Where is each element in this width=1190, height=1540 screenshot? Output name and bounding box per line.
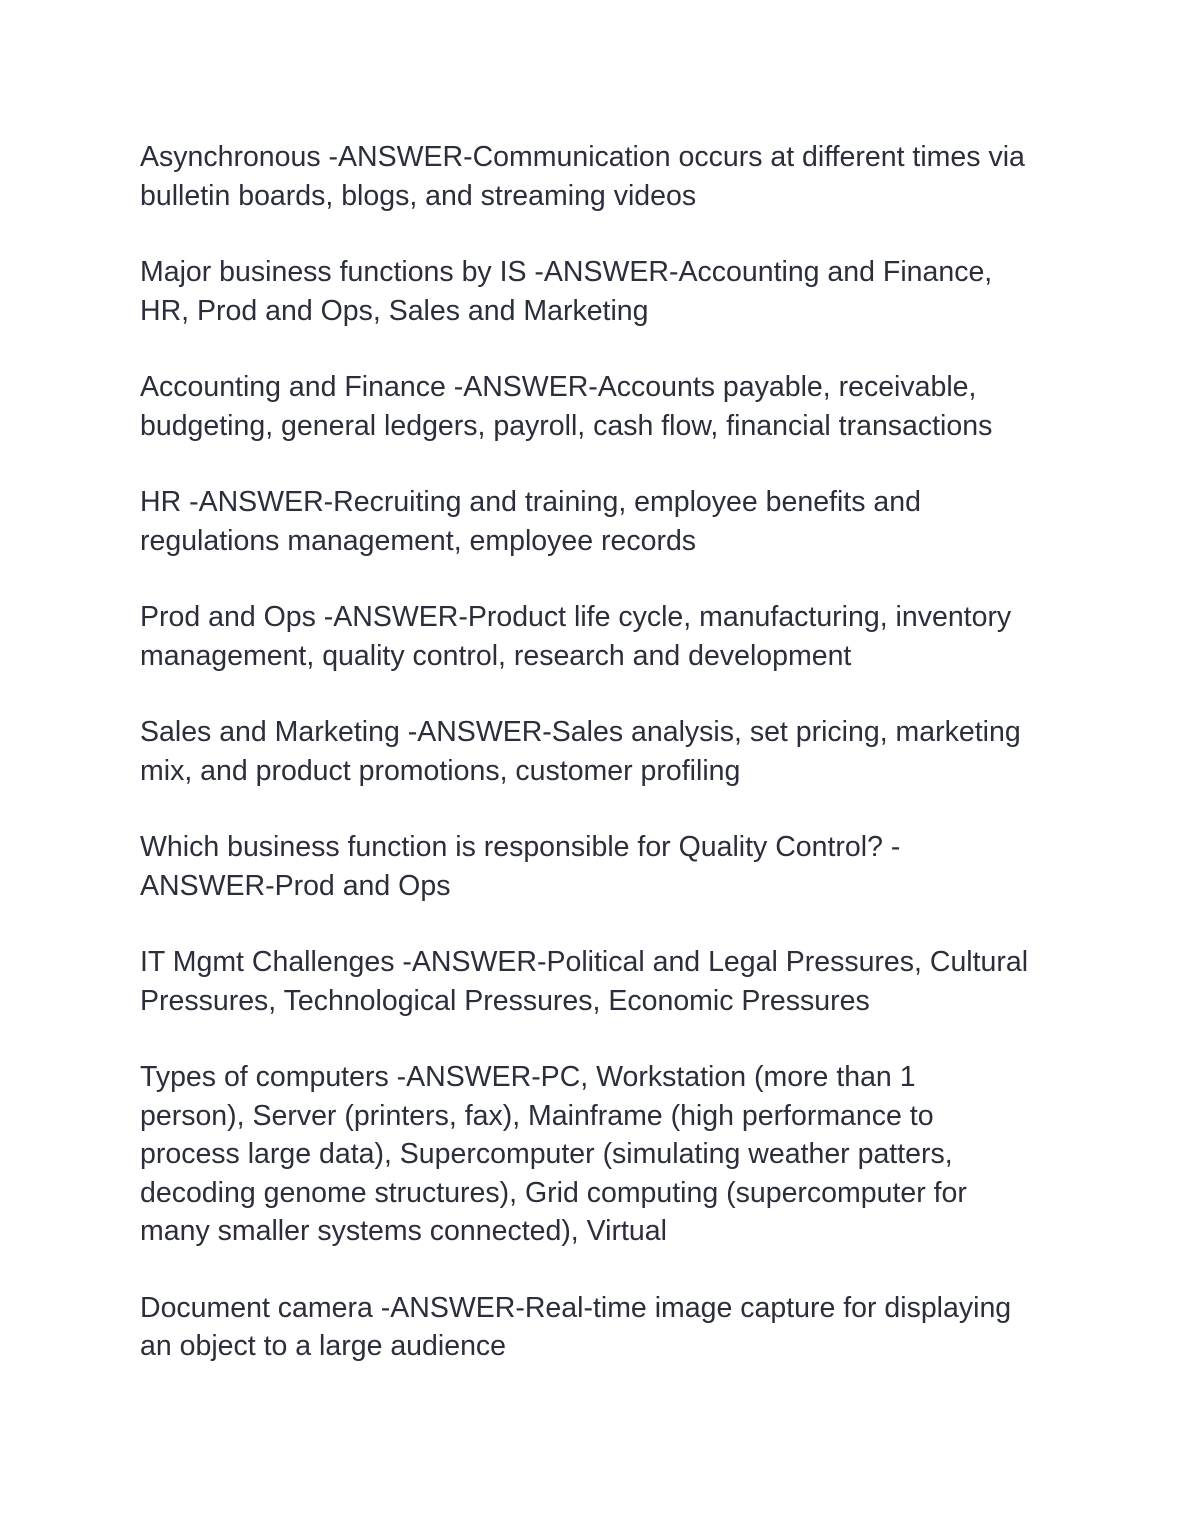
entry-hr: HR -ANSWER-Recruiting and training, employee benefits and regulations management, employee records	[140, 486, 921, 557]
entry-types-of-computers: Types of computers -ANSWER-PC, Workstation (more than 1 person), Server (printers, fax), Mainframe (high performance to process large data), Supercomputer (simulating weather patters, decoding genome structures), Grid computing (supercomputer for many smaller systems connected), Virtual	[140, 1061, 967, 1247]
entry-accounting-and-finance: Accounting and Finance -ANSWER-Accounts payable, receivable, budgeting, general ledgers, payroll, cash flow, financial transactions	[140, 371, 993, 442]
entry-asynchronous: Asynchronous -ANSWER-Communication occurs at different times via bulletin boards, blogs, and streaming videos	[140, 141, 1025, 212]
entry-document-camera: Document camera -ANSWER-Real-time image capture for displaying an object to a large audience	[140, 1291, 1012, 1362]
entry-major-business-functions: Major business functions by IS -ANSWER-Accounting and Finance, HR, Prod and Ops, Sales and Marketing	[140, 256, 993, 327]
entry-sales-and-marketing: Sales and Marketing -ANSWER-Sales analysis, set pricing, marketing mix, and product promotions, customer profiling	[140, 716, 1021, 787]
entry-prod-and-ops: Prod and Ops -ANSWER-Product life cycle, manufacturing, inventory management, quality control, research and development	[140, 601, 1012, 672]
entry-it-mgmt-challenges: IT Mgmt Challenges -ANSWER-Political and Legal Pressures, Cultural Pressures, Technological Pressures, Economic Pressures	[140, 946, 1029, 1017]
entry-quality-control-question: Which business function is responsible for Quality Control? - ANSWER-Prod and Ops	[140, 831, 901, 902]
document-content	[140, 138, 1060, 1404]
